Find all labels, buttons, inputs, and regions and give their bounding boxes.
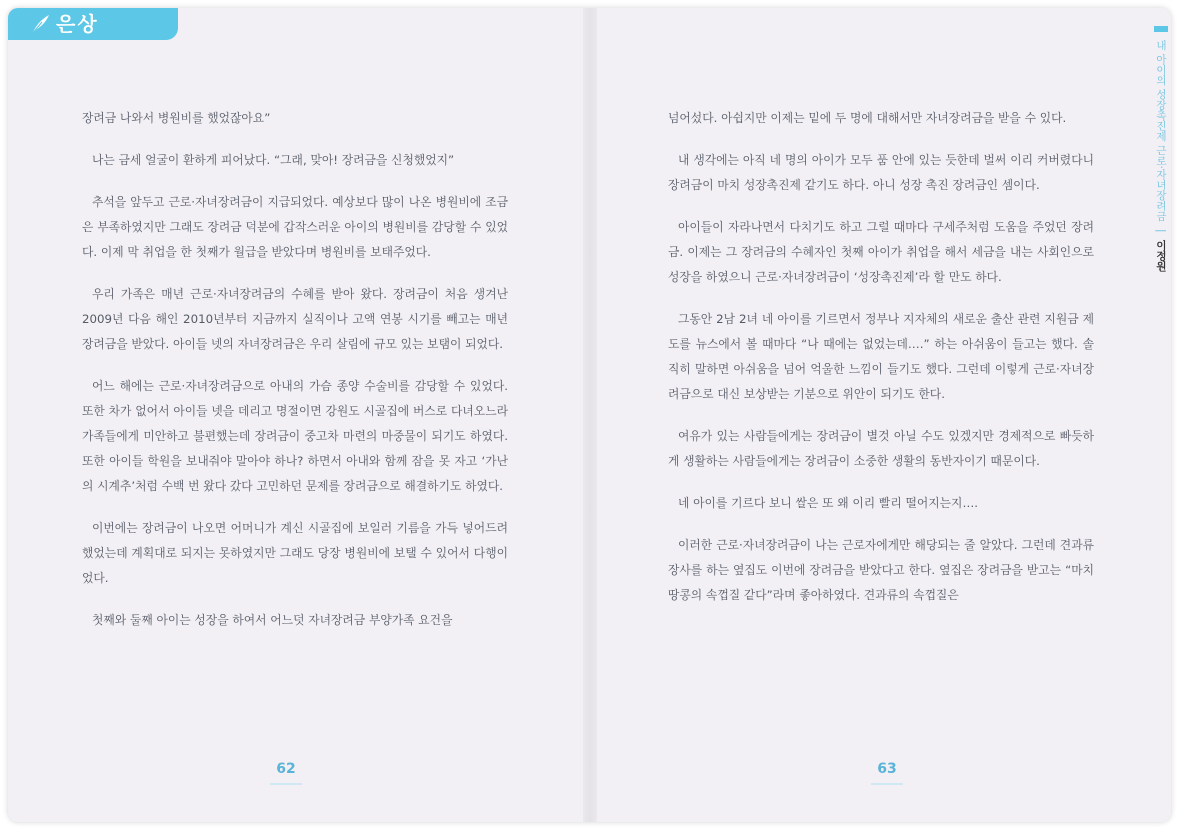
section-tab [8, 8, 178, 40]
page-number-right: 63 [867, 761, 907, 785]
side-category: 내 아이의 성장촉진제 근로·자녀장려금 [1155, 40, 1167, 222]
left-page [82, 106, 508, 650]
paragraph: 첫째와 둘째 아이는 성장을 하여서 어느덧 자녀장려금 부양가족 요건을 [92, 613, 453, 627]
side-author: 이정원 [1155, 239, 1167, 272]
book-gutter [583, 8, 597, 822]
paragraph: 나는 금세 얼굴이 환하게 피어났다. “그래, 맞아! 장려금을 신청했었지” [92, 153, 455, 167]
side-label [1154, 40, 1169, 271]
paragraph: 넘어섰다. 아쉽지만 이제는 밑에 두 명에 대해서만 자녀장려금을 받을 수 있다. [668, 111, 1067, 125]
feather-icon [28, 12, 52, 45]
right-page [668, 106, 1094, 625]
paragraph: 이번에는 장려금이 나오면 어머니가 계신 시골집에 보일러 기름을 가득 넣어드려 했었는데 계획대로 되지는 못하였지만 그래도 당장 병원비에 보탤 수 있어서 다행이었다. [82, 521, 508, 585]
paragraph: 장려금 나와서 병원비를 했었잖아요” [82, 111, 271, 125]
paragraph: 우리 가족은 매년 근로·자녀장려금의 수혜를 받아 왔다. 장려금이 처음 생겨난 2009년 다음 해인 2010년부터 지금까지 실직이나 고액 연봉 시기를 빼고는 매년 장려금을 받았다. 아이들 넷의 자녀장려금은 우리 살림에 규모 있는 보탬이 되었다. [82, 287, 508, 351]
paragraph: 추석을 앞두고 근로·자녀장려금이 지급되었다. 예상보다 많이 나온 병원비에 조금은 부족하였지만 그래도 장려금 덕분에 갑작스러운 아이의 병원비를 감당할 수 있었다. 이제 막 취업을 한 첫째가 월급을 받았다며 병원비를 보태주었다. [82, 195, 508, 259]
paragraph: 이러한 근로·자녀장려금이 나는 근로자에게만 해당되는 줄 알았다. 그런데 견과류 장사를 하는 옆집도 이번에 장려금을 받았다고 한다. 옆집은 장려금을 받고는 “마치 땅콩의 속껍질 같다”라며 좋아하였다. 견과류의 속껍질은 [668, 538, 1094, 602]
side-marker [1154, 26, 1168, 32]
side-separator: | [1155, 228, 1167, 233]
paragraph: 그동안 2남 2녀 네 아이를 기르면서 정부나 지자체의 새로운 출산 관련 지원금 제도를 뉴스에서 볼 때마다 “나 때에는 없었는데….” 하는 아쉬움이 들고는 했다. 솔직히 말하면 아쉬움을 넘어 억울한 느낌이 들기도 했다. 그런데 이렇게 근로·자녀장려금으로 대신 보상받는 기분으로 위안이 되기도 한다. [668, 312, 1094, 401]
paragraph: 아이들이 자라나면서 다치기도 하고 그럴 때마다 구세주처럼 도움을 주었던 장려금. 이제는 그 장려금의 수혜자인 첫째 아이가 취업을 해서 세금을 내는 사회인으로 성장을 하였으니 근로·자녀장려금이 ‘성장촉진제’라 할 만도 하다. [668, 220, 1094, 284]
paragraph: 어느 해에는 근로·자녀장려금으로 아내의 가슴 종양 수술비를 감당할 수 있었다. 또한 차가 없어서 아이들 넷을 데리고 명절이면 강원도 시골집에 버스로 다녀오느라 가족들에게 미안하고 불편했는데 장려금이 중고차 마련의 마중물이 되기도 하였다. 또한 아이들 학원을 보내줘야 말아야 하나? 하면서 아내와 함께 잠을 못 자고 ‘가난의 시계추’처럼 수백 번 왔다 갔다 고민하던 문제를 장려금으로 해결하기도 하였다. [82, 379, 508, 493]
section-title: 은상 [56, 12, 99, 36]
book-spread [8, 8, 1171, 822]
paragraph: 여유가 있는 사람들에게는 장려금이 별것 아닐 수도 있겠지만 경제적으로 빠듯하게 생활하는 사람들에게는 장려금이 소중한 생활의 동반자이기 때문이다. [668, 429, 1094, 468]
page-number-left: 62 [266, 761, 306, 785]
paragraph: 네 아이를 기르다 보니 쌀은 또 왜 이리 빨리 떨어지는지…. [678, 496, 979, 510]
paragraph: 내 생각에는 아직 네 명의 아이가 모두 품 안에 있는 듯한데 벌써 이리 커버렸다니 장려금이 마치 성장촉진제 같기도 하다. 아니 성장 촉진 장려금인 셈이다. [668, 153, 1094, 192]
